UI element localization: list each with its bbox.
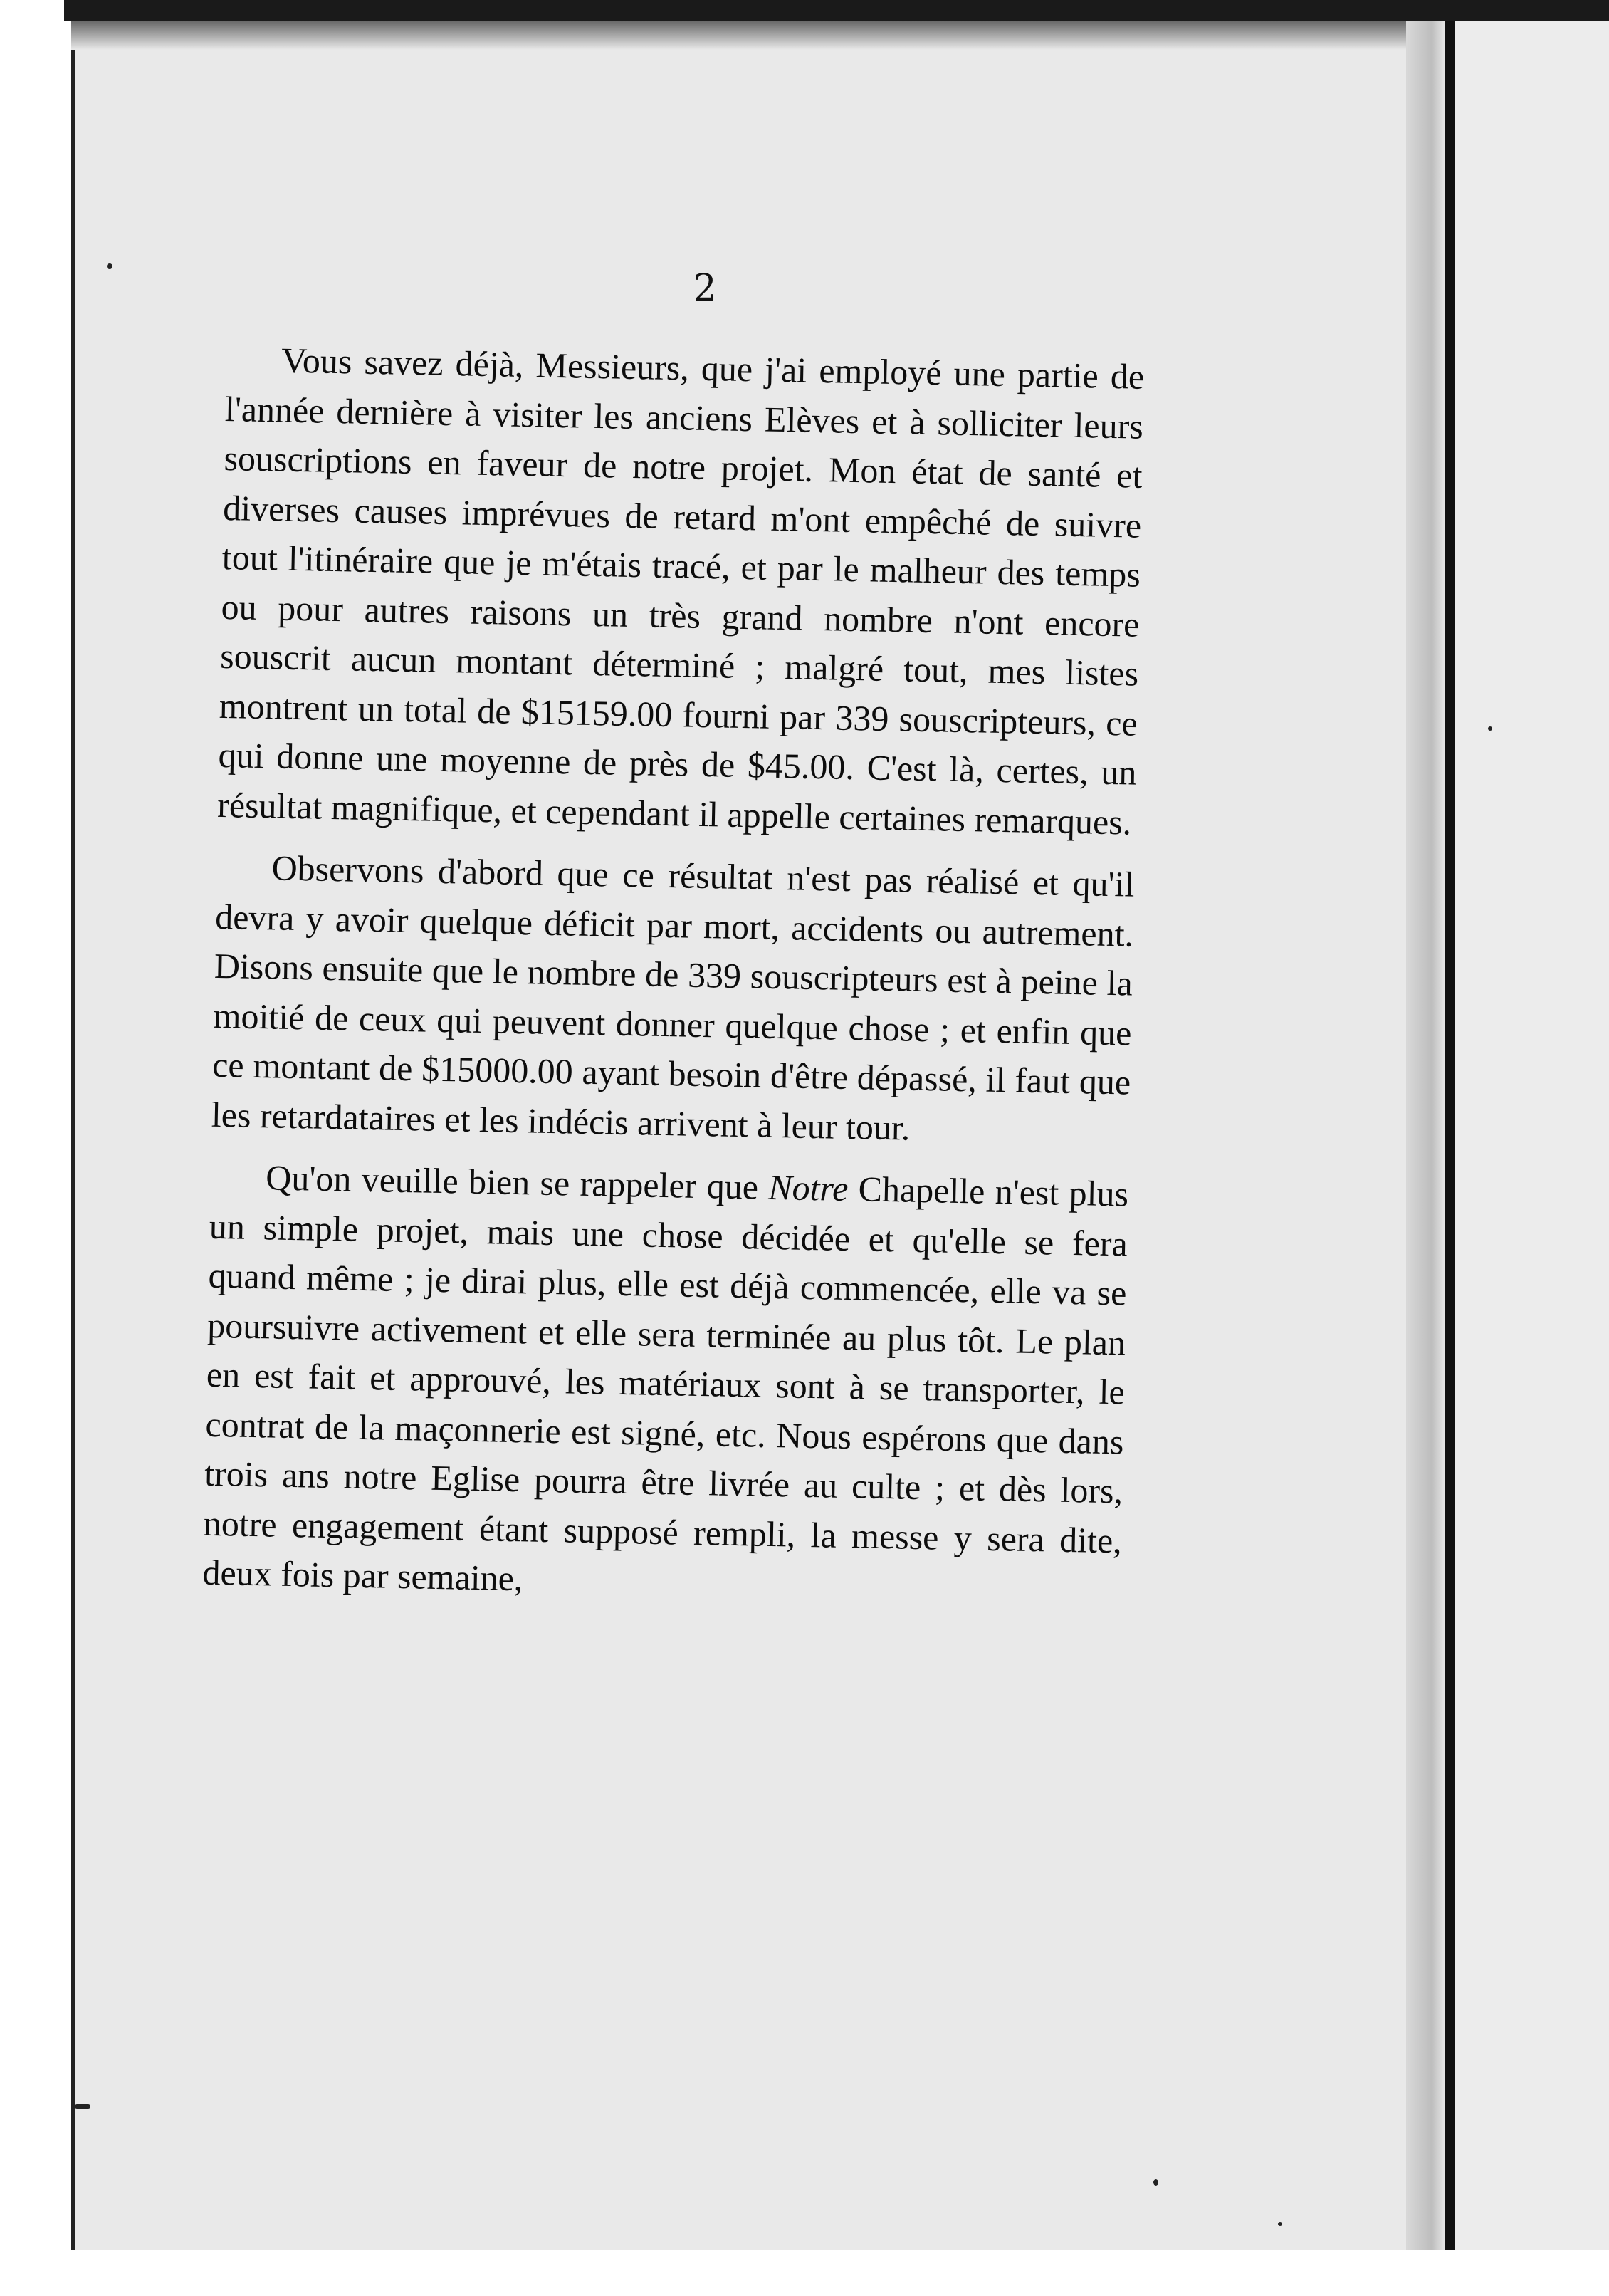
facing-page-edge (1455, 21, 1609, 2250)
paragraph-1: Vous savez déjà, Messieurs, que j'ai employé une partie de l'année dernière à visiter les anciens Elèves et à solliciter leurs souscriptions en faveur de notre projet. Mon état de santé et diverses causes imprévues de retard m'ont empêché de suivre tout l'itinéraire que je m'étais tracé, et par le malheur des temps ou pour autres raisons un très grand nombre n'ont encore souscrit aucun montant déterminé ; malgré tout, mes listes montrent un total de $15159.00 fourni par 339 souscripteurs, ce qui donne une moyenne de près de $45.00. C'est là, certes, un résultat magnifique, et cependant il appelle certaines remarques. (216, 340, 1145, 842)
page-top-shadow (71, 21, 1467, 50)
paragraph-2: Observons d'abord que ce résultat n'est pas réalisé et qu'il devra y avoir quelque déficit par mort, accidents ou autrement. Disons ensuite que le nombre de 339 souscripteurs est à peine la moitié de ceux qui peuvent donner quelque chose ; et enfin que ce montant de $15000.00 ayant besoin d'être dépassé, il faut que les retardataires et les indécis arrivent à leur tour. (211, 847, 1135, 1148)
page-number: 2 (693, 267, 717, 310)
italic-notre: Notre (767, 1167, 849, 1209)
book-spine (1445, 21, 1455, 2250)
scan-bottom-margin (0, 2250, 1609, 2296)
paragraph-3-rest: Chapelle n'est plus un simple projet, mais une chose décidée et qu'elle se fera quand même ; je dirai plus, elle est déjà commencée, elle va se poursuivre activement et elle sera terminée au plus tôt. Le plan en est fait et approuvé, les matériaux sont à se transporter, le contrat de la maçonnerie est signé, etc. Nous espérons que dans trois ans notre Eglise pourra être livrée au culte ; et dès lors, notre engagement étant supposé rempli, la messe y sera dite, deux fois par semaine, (202, 1168, 1129, 1599)
paragraph-3 (202, 1152, 1129, 1615)
paragraph-3-start: Qu'on veuille bien se rappeler que (265, 1157, 769, 1207)
scan-speck (1488, 726, 1492, 731)
body-text (202, 335, 1145, 1628)
book-gutter (1406, 21, 1449, 2250)
scan-speck (107, 263, 112, 269)
scan-left-margin (0, 0, 71, 2296)
scan-speck (75, 2104, 90, 2109)
scan-speck (1278, 2222, 1282, 2226)
scan-speck (1153, 2179, 1158, 2186)
scan-top-border (64, 0, 1609, 21)
